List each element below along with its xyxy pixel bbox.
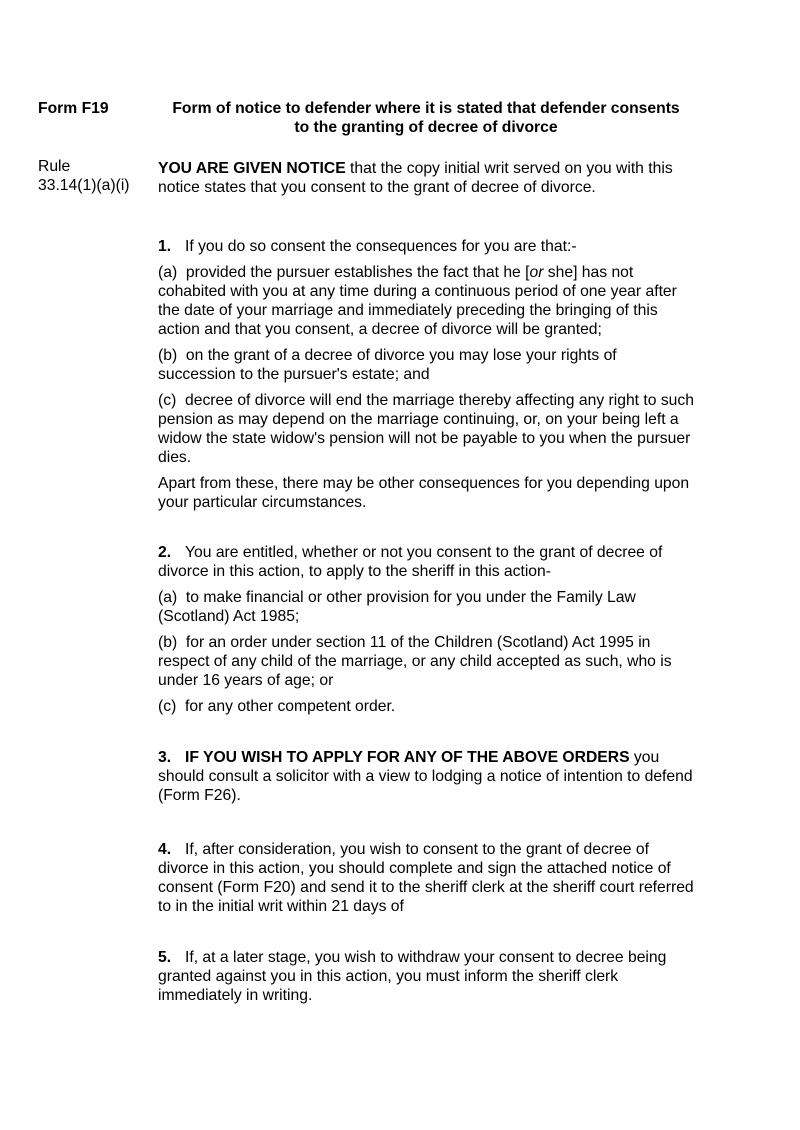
notice-bold-text: YOU ARE GIVEN NOTICE: [158, 160, 346, 177]
section-5-paragraph: [158, 948, 694, 1005]
section-5-number: 5.: [158, 949, 172, 966]
document-header: [38, 99, 694, 137]
rule-reference: [38, 154, 158, 1012]
notice-rest-text: that the copy initial writ served on you with this notice states that you consent to the grant of decree of divorce.: [158, 160, 678, 196]
section-1-intro-text: If you do so consent the consequences for you are that:-: [185, 238, 577, 255]
section-4-paragraph: [158, 840, 699, 916]
section-4-text: If, after consideration, you wish to consent to the grant of decree of divorce in this action, you should complete and sign the attached notice of consent (Form F20) and send it to the sheriff clerk at the sheriff court referred to in the initial writ within 21 days of: [158, 841, 699, 915]
document-body: [38, 154, 699, 1012]
section-2-intro-text: You are entitled, whether or not you consent to the grant of decree of divorce in this action, to apply to the sheriff in this action-: [158, 544, 667, 580]
section-1-item-b-paragraph: (b) on the grant of a decree of divorce you may lose your rights of succession to the pursuer's estate; and: [158, 347, 622, 383]
form-title: [158, 99, 694, 137]
section-1-item-a-post: she] has not cohabited with you at any time during a continuous period of one year after the date of your marriage and immediately preceding the bringing of this action and that you consent, a decree of divorce will be granted;: [158, 264, 682, 338]
section-4-number: 4.: [158, 841, 172, 858]
section-1-number: 1.: [158, 238, 172, 255]
section-3-paragraph: [158, 748, 697, 805]
section-3-rest-text: you should consult a solicitor with a view to lodging a notice of intention to defend (Form F26).: [158, 749, 697, 804]
form-number-label: Form F19: [38, 100, 109, 117]
section-1: [158, 237, 699, 512]
section-3-number: 3.: [158, 749, 172, 766]
rule-reference-line1: Rule: [38, 158, 71, 175]
form-title-line2: to the granting of decree of divorce: [294, 119, 558, 136]
section-1-item-c-paragraph: (c) decree of divorce will end the marriage thereby affecting any right to such pension as may depend on the marriage continuing, or, on your being left a widow the state widow's pension will not be payable to you when the pursuer dies.: [158, 392, 699, 466]
section-2: [158, 543, 694, 716]
section-2-item-a-paragraph: (a) to make financial or other provision for you under the Family Law (Scotland) Act 1985;: [158, 589, 641, 625]
section-2-intro-paragraph: [158, 543, 694, 581]
form-title-line1: Form of notice to defender where it is stated that defender consents: [172, 100, 680, 117]
section-1-item-a-italic: or: [529, 264, 544, 281]
section-1-item-a-paragraph: [158, 263, 694, 339]
main-text-column: [158, 154, 699, 1012]
section-4: [158, 840, 699, 916]
rule-reference-line2: 33.14(1)(a)(i): [38, 177, 130, 194]
section-1-item-a-pre: (a) provided the pursuer establishes the fact that he [: [158, 264, 530, 281]
section-2-item-c-paragraph: (c) for any other competent order.: [158, 698, 396, 715]
section-5: [158, 948, 694, 1005]
section-2-item-b-paragraph: (b) for an order under section 11 of the Children (Scotland) Act 1995 in respect of any child of the marriage, or any child accepted as such, who is under 16 years of age; or: [158, 634, 676, 689]
section-5-text: If, at a later stage, you wish to withdraw your consent to decree being granted against you in this action, you must inform the sheriff clerk immediately in writing.: [158, 949, 671, 1004]
section-1-intro-paragraph: [158, 237, 694, 256]
section-2-number: 2.: [158, 544, 172, 561]
notice-paragraph: [158, 154, 694, 197]
section-3: [158, 748, 697, 805]
section-1-outro-paragraph: Apart from these, there may be other consequences for you depending upon your particular circumstances.: [158, 475, 694, 511]
section-3-bold-text: IF YOU WISH TO APPLY FOR ANY OF THE ABOVE ORDERS: [185, 749, 630, 766]
